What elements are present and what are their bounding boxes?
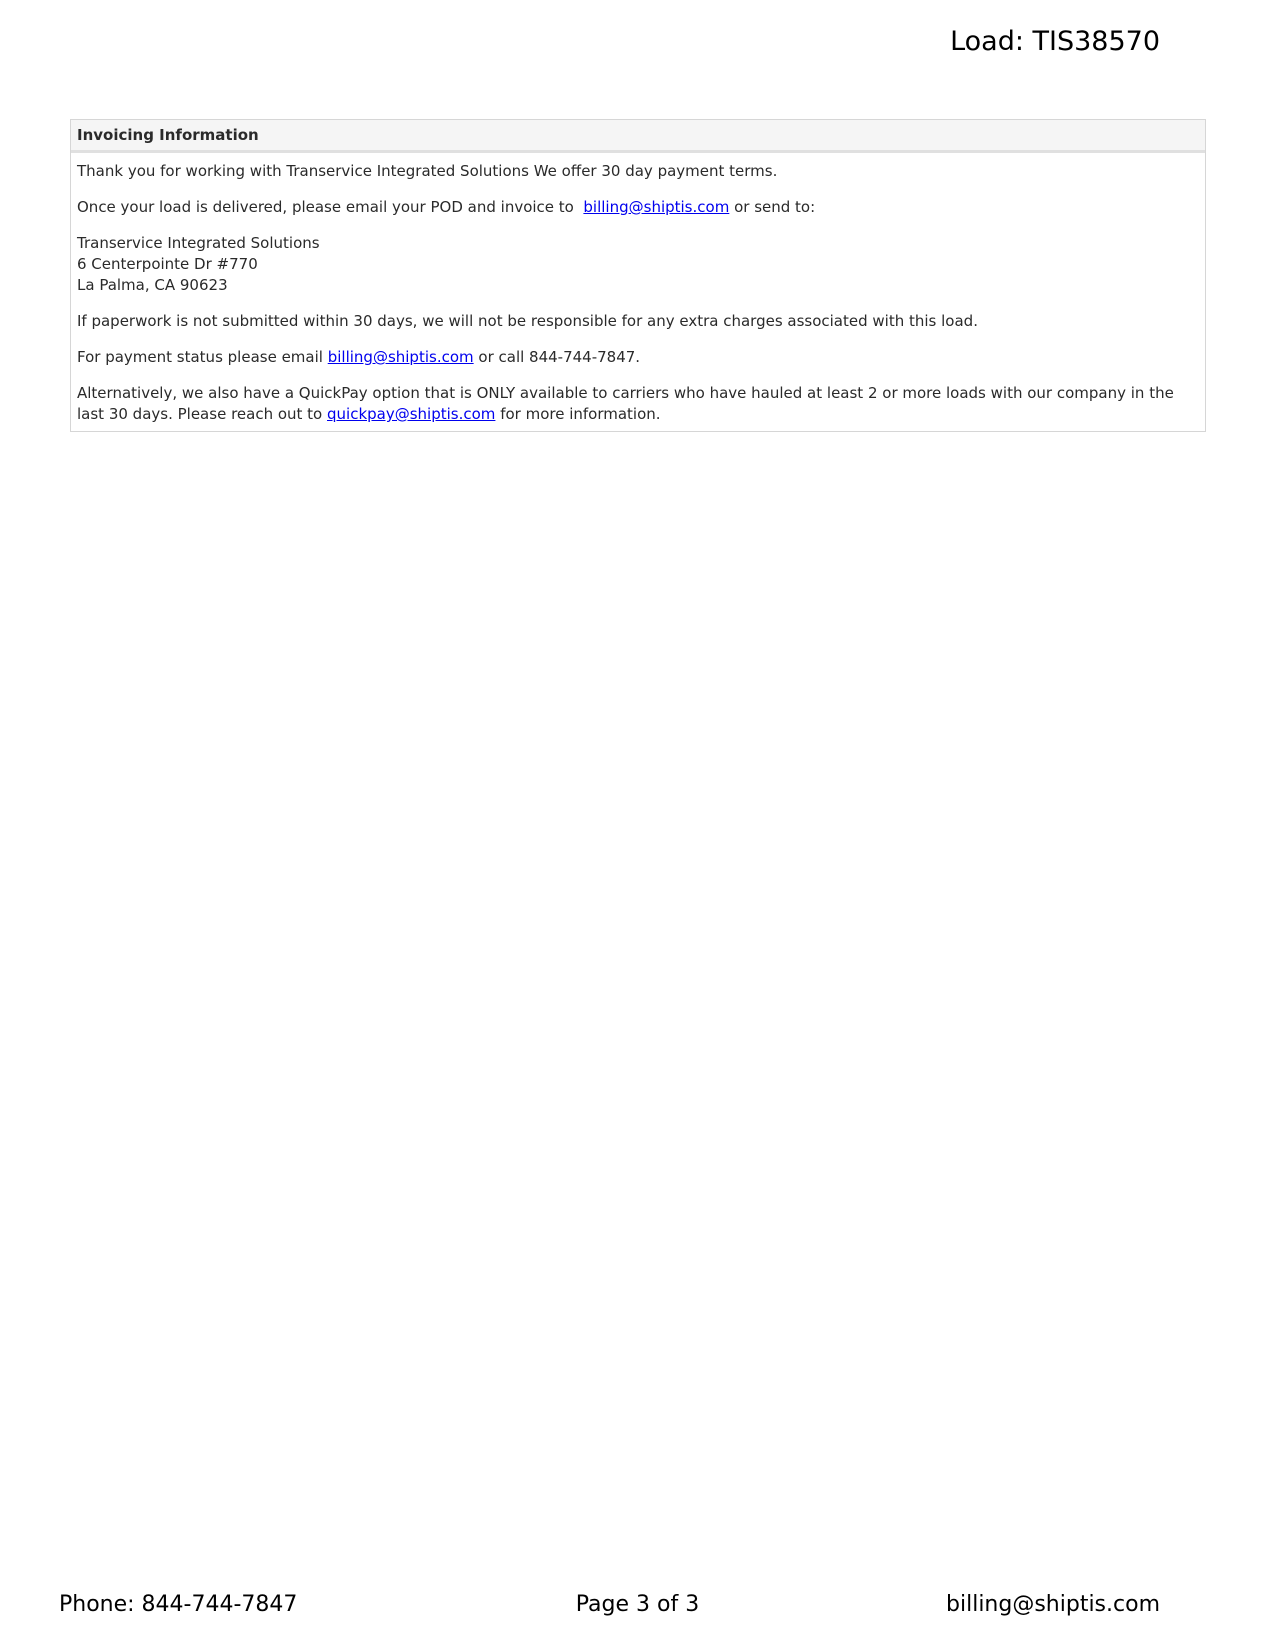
- status-email-link[interactable]: billing@shiptis.com: [327, 348, 474, 366]
- invoicing-information-body: [71, 153, 1205, 431]
- quickpay-text: [77, 383, 1199, 425]
- billing-email-link[interactable]: billing@shiptis.com: [583, 198, 730, 216]
- address-company: Transervice Integrated Solutions: [77, 234, 320, 252]
- address-street: 6 Centerpointe Dr #770: [77, 255, 258, 273]
- delivery-instructions: [77, 197, 1199, 218]
- delivery-suffix: or send to:: [729, 198, 816, 216]
- address-city: La Palma, CA 90623: [77, 276, 228, 294]
- footer-page-number: Page 3 of 3: [575, 1592, 700, 1617]
- status-suffix: or call 844-744-7847.: [473, 348, 641, 366]
- footer-phone: Phone: 844-744-7847: [59, 1592, 298, 1617]
- quickpay-email-link[interactable]: quickpay@shiptis.com: [327, 405, 496, 423]
- invoicing-information-title: Invoicing Information: [71, 120, 1205, 153]
- intro-text: Thank you for working with Transervice Integrated Solutions We offer 30 day payment terms.: [77, 162, 778, 180]
- invoicing-information-panel: [70, 119, 1206, 432]
- delivery-prefix: Once your load is delivered, please email your POD and invoice to: [77, 198, 574, 216]
- quickpay-suffix: for more information.: [495, 405, 661, 423]
- load-number: Load: TIS38570: [950, 26, 1160, 57]
- quickpay-prefix: Alternatively, we also have a QuickPay option that is ONLY available to carriers who have hauled at least 2 or more loads with our company in the last 30 days. Please reach out to: [77, 384, 1174, 423]
- footer-email: billing@shiptis.com: [946, 1592, 1160, 1617]
- mailing-address: [77, 233, 1199, 296]
- paperwork-notice: If paperwork is not submitted within 30 days, we will not be responsible for any extra charges associated with this load.: [77, 312, 978, 330]
- status-prefix: For payment status please email: [77, 348, 328, 366]
- payment-status-text: [77, 347, 1199, 368]
